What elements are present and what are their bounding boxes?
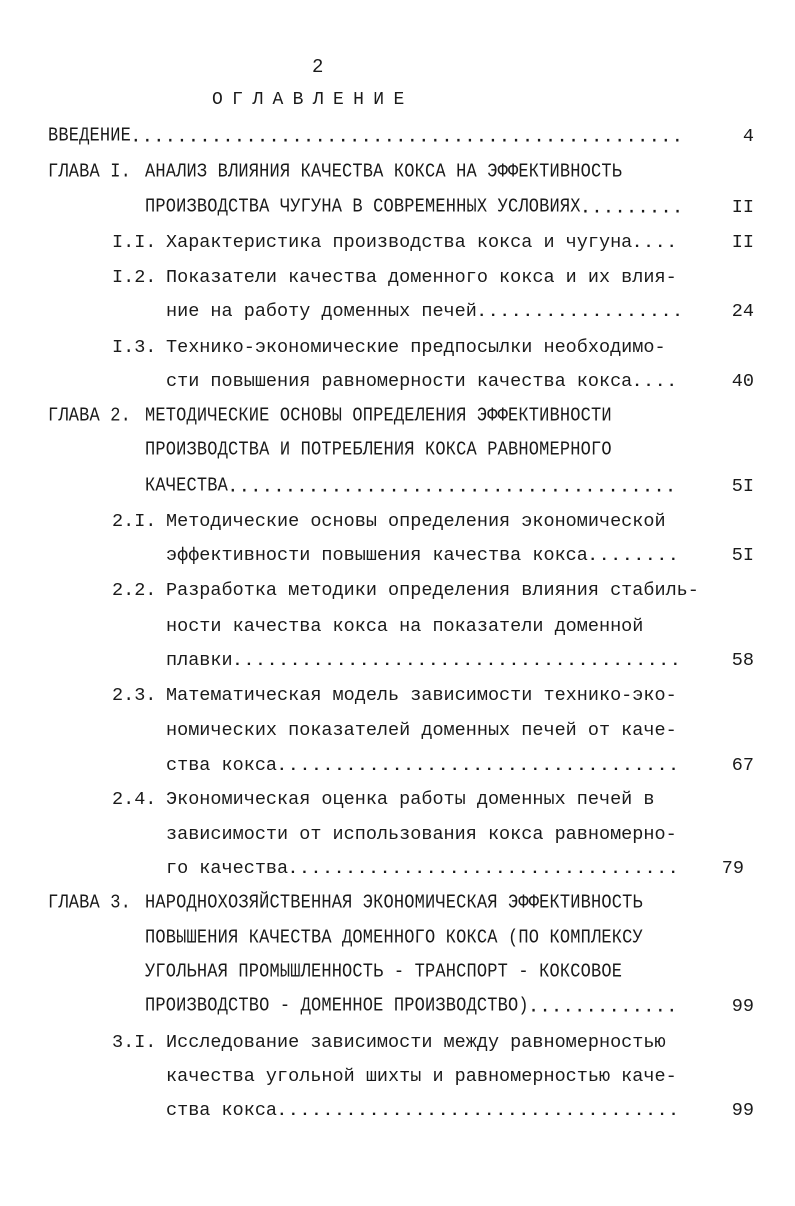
toc-leader-dots: [632, 369, 680, 395]
toc-entry-title: зависимости от использования кокса равномерно-: [166, 824, 677, 845]
toc-entry-title: Разработка методики определения влияния стабиль-: [166, 580, 699, 601]
toc-entry-title: Математическая модель зависимости технико-эко-: [166, 685, 677, 706]
toc-page-number: II: [731, 232, 754, 253]
toc-entry-title: ПРОИЗВОДСТВО - ДОМЕННОЕ ПРОИЗВОДСТВО): [145, 995, 529, 1018]
toc-entry-title: УГОЛЬНАЯ ПРОМЫШЛЕННОСТЬ - ТРАНСПОРТ - КОКСОВОЕ: [145, 961, 623, 984]
toc-entry-title: сти повышения равномерности качества кокса: [166, 371, 633, 392]
toc-leader-dots: [228, 472, 680, 501]
toc-leader-dots: [632, 230, 680, 256]
toc-entry-chapter-3[interactable]: [145, 992, 680, 1021]
toc-section-number: I.I.: [112, 232, 157, 253]
toc-entry-chapter-1[interactable]: [145, 193, 680, 222]
toc-entry-section-3-1[interactable]: [166, 1098, 680, 1124]
toc-entry-title: номических показателей доменных печей от каче-: [166, 720, 677, 741]
toc-entry-title: качества угольной шихты и равномерностью каче-: [166, 1066, 677, 1087]
toc-entry-section-1-1[interactable]: [166, 230, 680, 256]
toc-leader-dots: [288, 856, 680, 882]
toc-entry-title: ства кокса: [166, 1100, 278, 1121]
toc-entry-title: го качества: [166, 858, 289, 879]
toc-entry-title: ние на работу доменных печей: [166, 301, 477, 322]
toc-page-number: 99: [731, 1100, 754, 1121]
toc-leader-dots: [588, 543, 680, 569]
toc-entry-title: ства кокса: [166, 755, 278, 776]
toc-page-number: 99: [731, 996, 754, 1017]
page-title: ОГЛАВЛЕНИЕ: [212, 90, 414, 110]
toc-chapter-number: ГЛАВА I.: [48, 161, 131, 184]
toc-entry-title: Исследование зависимости между равномерностью: [166, 1032, 666, 1053]
toc-entry-title: ПРОИЗВОДСТВА И ПОТРЕБЛЕНИЯ КОКСА РАВНОМЕРНОГО: [145, 439, 612, 462]
toc-leader-dots: [277, 753, 680, 779]
toc-entry-title: ности качества кокса на показатели доменной: [166, 616, 644, 637]
toc-section-number: 3.I.: [112, 1032, 157, 1053]
toc-section-number: 2.3.: [112, 685, 157, 706]
toc-entry-section-2-2[interactable]: [166, 648, 680, 674]
toc-section-number: 2.I.: [112, 511, 157, 532]
toc-entry-section-1-3[interactable]: [166, 369, 680, 395]
toc-entry-title: Экономическая оценка работы доменных печей в: [166, 789, 655, 810]
toc-entry-title: ПОВЫШЕНИЯ КАЧЕСТВА ДОМЕННОГО КОКСА (ПО КОМПЛЕКСУ: [145, 927, 643, 950]
toc-entry-title: Технико-экономические предпосылки необходимо-: [166, 337, 666, 358]
toc-leader-dots: [477, 299, 680, 325]
toc-entry-title: Методические основы определения экономической: [166, 511, 666, 532]
toc-entry-title: эффективности повышения качества кокса: [166, 545, 588, 566]
toc-entry-title: ВВЕДЕНИЕ: [48, 125, 131, 148]
toc-entry-section-2-3[interactable]: [166, 753, 680, 779]
toc-entry-title: Показатели качества доменного кокса и их влия-: [166, 267, 677, 288]
toc-page-number: 40: [731, 371, 754, 392]
toc-page-number: 5I: [731, 545, 754, 566]
toc-page-number: 79: [721, 858, 744, 879]
toc-entry-title: МЕТОДИЧЕСКИЕ ОСНОВЫ ОПРЕДЕЛЕНИЯ ЭФФЕКТИВНОСТИ: [145, 405, 612, 428]
toc-page-number: II: [731, 197, 754, 218]
toc-entry-title: НАРОДНОХОЗЯЙСТВЕННАЯ ЭКОНОМИЧЕСКАЯ ЭФФЕКТИВНОСТЬ: [145, 892, 643, 915]
toc-leader-dots: [529, 992, 680, 1021]
toc-entry-title: Характеристика производства кокса и чугуна: [166, 232, 633, 253]
toc-page-number: 58: [731, 650, 754, 671]
toc-section-number: 2.4.: [112, 789, 157, 810]
toc-section-number: I.2.: [112, 267, 157, 288]
toc-entry-chapter-2[interactable]: [145, 472, 680, 501]
toc-chapter-number: ГЛАВА 2.: [48, 405, 131, 428]
toc-leader-dots: [131, 122, 680, 151]
toc-chapter-number: ГЛАВА 3.: [48, 892, 131, 915]
page-number: 2: [312, 56, 324, 78]
toc-leader-dots: [277, 1098, 680, 1124]
toc-entry-introduction[interactable]: [48, 122, 680, 151]
toc-entry-title: КАЧЕСТВА: [145, 475, 228, 498]
toc-entry-section-2-4[interactable]: [166, 856, 680, 882]
toc-leader-dots: [233, 648, 680, 674]
toc-entry-title: ПРОИЗВОДСТВА ЧУГУНА В СОВРЕМЕННЫХ УСЛОВИЯХ: [145, 196, 581, 219]
toc-leader-dots: [581, 193, 680, 222]
toc-section-number: I.3.: [112, 337, 157, 358]
toc-section-number: 2.2.: [112, 580, 157, 601]
toc-page-number: 24: [731, 301, 754, 322]
toc-entry-title: плавки: [166, 650, 233, 671]
toc-entry-section-1-2[interactable]: [166, 299, 680, 325]
toc-entry-section-2-1[interactable]: [166, 543, 680, 569]
toc-page-number: 4: [742, 126, 754, 147]
toc-entry-title: АНАЛИЗ ВЛИЯНИЯ КАЧЕСТВА КОКСА НА ЭФФЕКТИВНОСТЬ: [145, 161, 623, 184]
toc-page-number: 67: [731, 755, 754, 776]
toc-page-number: 5I: [731, 476, 754, 497]
